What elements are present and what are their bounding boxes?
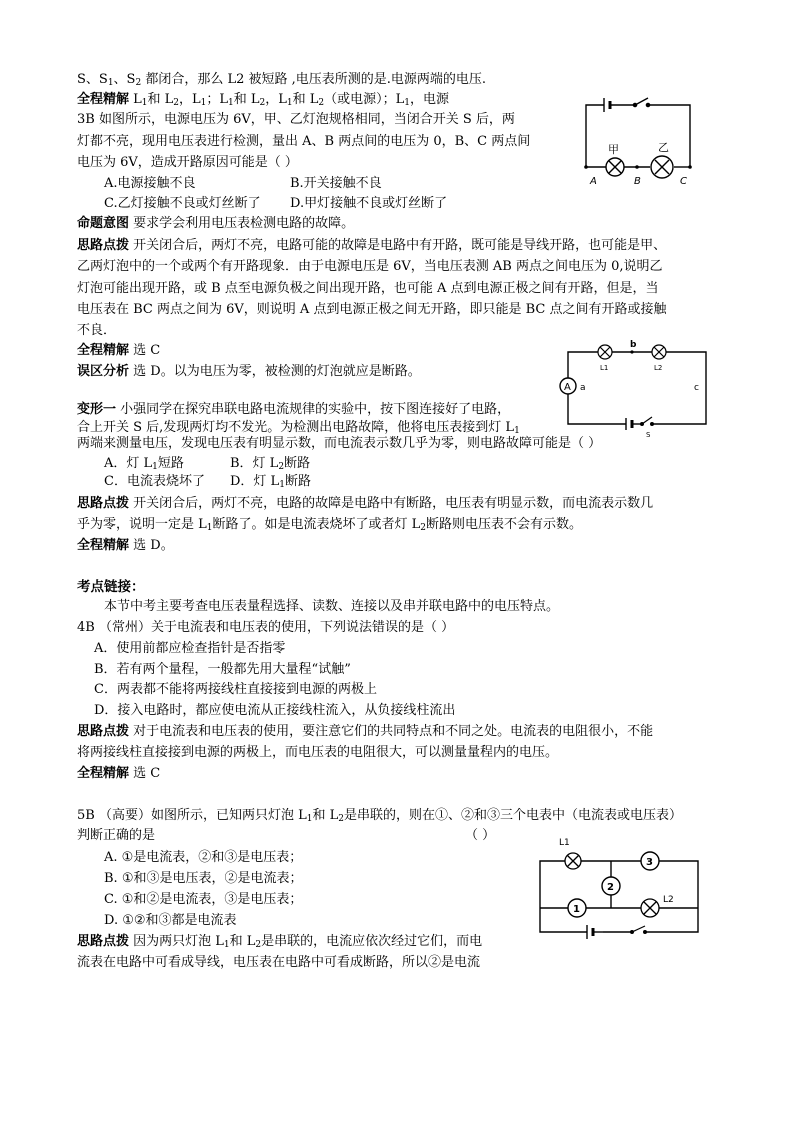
text-run: 和 L <box>229 934 256 949</box>
lamp-label: L2 <box>663 895 674 905</box>
subscript: 2 <box>338 814 344 824</box>
option <box>104 869 302 889</box>
text-run: 断路则电压表不会有示数。 <box>426 517 583 532</box>
ammeter-icon <box>560 378 576 394</box>
text-run: C. ①和②是电流表，③是电压表； <box>104 892 303 907</box>
option <box>230 472 311 492</box>
text-run: 和 L <box>233 92 260 107</box>
text-run: 和 L <box>312 808 339 823</box>
label-bold: 考点链接： <box>77 579 145 595</box>
section-heading <box>77 577 145 597</box>
text-run: D. ①②和③都是电流表 <box>104 913 237 928</box>
subscript: 1 <box>200 98 207 108</box>
text-run: 本节中考主要考查电压表量程选择、读数、连接以及串并联电路中的电压特点。 <box>104 599 560 614</box>
text-line <box>104 597 559 617</box>
label-bold: 思路点拨 <box>77 238 130 253</box>
text-run: 乙两灯泡中的一个或两个有开路现象．由于电源电压是 6V，当电压表测 AB 两点之间电压为 0,说明乙 <box>77 259 663 274</box>
text-line <box>77 536 174 556</box>
text-run: D．接入电路时，都应使电流从正接线柱流入，从负接线柱流出 <box>94 703 456 718</box>
lamp-icon <box>641 899 659 917</box>
subscript: 1 <box>404 98 411 108</box>
text-run: 是串联的，则在①、②和③三个电表中（电流表或电压表） <box>343 808 682 823</box>
text-line <box>77 953 480 973</box>
label-bold: 思路点拨 <box>77 496 130 511</box>
lamp-icon <box>651 156 673 178</box>
text-run: 选 C <box>129 343 161 358</box>
option <box>104 194 261 214</box>
battery-icon <box>587 925 603 939</box>
circuit-figure-2 <box>554 340 714 440</box>
text-run: 选 D。以为电压为零，被检测的灯泡就应是断路。 <box>129 364 421 379</box>
text-run: 选 D。 <box>129 538 174 553</box>
text-line <box>77 132 530 152</box>
point-label: C <box>680 176 687 187</box>
text-run: ，电源 <box>410 92 450 107</box>
text-run: 乎为零，说明一定是 L <box>77 517 207 532</box>
text-run: 不良． <box>77 323 117 338</box>
text-run: 电压表在 BC 两点之间为 6V，则说明 A 点到电源正极之间无开路，即只能是 BC 点之间有开路或接触 <box>77 302 667 317</box>
ammeter-label: A <box>564 382 571 393</box>
text-run: B．灯 L <box>230 456 279 471</box>
subscript: 1 <box>279 480 285 490</box>
text-run: B. ①和③是电压表，②是电流表； <box>104 871 303 886</box>
text-run: 短路 <box>157 456 184 471</box>
lamp-icon <box>652 345 666 359</box>
text-line <box>77 722 653 742</box>
subscript: 1 <box>152 462 158 472</box>
meter-label: 3 <box>646 857 653 868</box>
option <box>104 454 184 474</box>
lamp-label: 甲 <box>608 143 619 156</box>
text-run: S、S <box>77 72 108 87</box>
label-bold: 命题意图 <box>77 216 130 231</box>
text-run: 断路了。如是电流表烧坏了或者灯 L <box>212 517 421 532</box>
text-run: 3B 如图所示，电源电压为 6V，甲、乙灯泡规格相同，当闭合开关 S 后，两 <box>77 112 515 127</box>
text-line <box>77 494 653 514</box>
subscript: 1 <box>514 426 520 436</box>
label-bold: 思路点拨 <box>77 934 130 949</box>
subscript: 2 <box>135 78 142 88</box>
text-run: 判断正确的是 <box>77 828 156 843</box>
lamp-icon <box>606 158 624 176</box>
switch-icon <box>633 98 649 107</box>
lamp-icon <box>598 345 612 359</box>
subscript: 1 <box>306 814 313 824</box>
circuit-figure-3 <box>537 835 717 945</box>
text-run: A.电源接触不良 <box>104 176 196 191</box>
point-label: c <box>694 383 699 393</box>
text-run: 断路 <box>284 474 311 489</box>
text-run: 对于电流表和电压表的使用，要注意它们的共同特点和不同之处。电流表的电阻很小，不能 <box>129 724 654 739</box>
meter-icon <box>641 852 659 870</box>
option <box>104 848 302 868</box>
label-bold: 全程精解 <box>77 766 130 781</box>
label-bold: 变形一 <box>77 402 117 417</box>
text-line <box>77 70 486 90</box>
text-run: A．灯 L <box>104 456 153 471</box>
text-run: 电压为 6V，造成开路原因可能是（ ） <box>77 155 298 170</box>
circuit-figure-1 <box>578 95 700 187</box>
option <box>104 911 237 931</box>
switch-icon <box>631 926 647 933</box>
text-line <box>77 618 454 638</box>
text-run: C.乙灯接触不良或灯丝断了 <box>104 196 261 211</box>
text-run: 因为两只灯泡 L <box>129 934 224 949</box>
option <box>94 639 285 659</box>
subscript: 2 <box>318 98 325 108</box>
text-run: 4B （常州）关于电流表和电压表的使用，下列说法错误的是（ ） <box>77 620 455 635</box>
text-line <box>77 110 515 130</box>
label-bold: 思路点拨 <box>77 724 130 739</box>
text-run: B.开关接触不良 <box>290 176 382 191</box>
text-line <box>77 764 160 784</box>
text-line <box>77 300 666 320</box>
meter-icon <box>568 899 586 917</box>
text-line <box>77 362 421 382</box>
text-line <box>77 826 155 846</box>
label-bold: 全程精解 <box>77 343 130 358</box>
text-run: 小强同学在探究串联电路电流规律的实验中，按下图连接好了电路， <box>116 402 511 417</box>
switch-label: S <box>646 431 651 439</box>
answer-blank <box>465 826 495 846</box>
lamp-icon <box>565 853 581 869</box>
text-line <box>77 279 658 299</box>
battery-icon <box>604 98 610 112</box>
text-line <box>77 341 160 361</box>
text-run: 都闭合，那么 L2 被短路 ,电压表所测的是.电源两端的电压. <box>141 72 487 87</box>
text-line <box>77 257 663 277</box>
text-run: 是串联的，电流应依次经过它们，而电 <box>261 934 483 949</box>
lamp-label: L1 <box>600 364 609 372</box>
switch-icon <box>641 417 654 425</box>
text-line <box>77 90 449 110</box>
text-run: 5B （高要）如图所示，已知两只灯泡 L <box>77 808 307 823</box>
lamp-label: 乙 <box>658 141 669 154</box>
point-label: a <box>580 383 586 393</box>
text-line <box>77 515 582 535</box>
text-line <box>77 806 682 826</box>
text-line <box>77 321 116 341</box>
text-run: C．电流表烧坏了 <box>104 474 205 489</box>
subscript: 1 <box>223 940 230 950</box>
text-run: A. ①是电流表，②和③是电压表； <box>104 850 303 865</box>
subscript: 1 <box>107 78 114 88</box>
subscript: 2 <box>255 940 262 950</box>
text-run: 要求学会利用电压表检测电路的故障。 <box>129 216 355 231</box>
battery-icon <box>626 418 642 430</box>
text-run: 合上开关 S 后,发现两灯均不发光。为检测出电路故障，他将电压表接到灯 L <box>77 420 515 435</box>
label-bold: 全程精解 <box>77 538 130 553</box>
option <box>94 680 377 700</box>
text-run: 和 L <box>147 92 174 107</box>
text-run: ，L <box>265 92 287 107</box>
option <box>230 454 310 474</box>
text-run: C．两表都不能将两接线柱直接接到电源的两极上 <box>94 682 377 697</box>
text-run: 和 L <box>292 92 319 107</box>
option <box>104 890 302 910</box>
subscript: 1 <box>286 98 293 108</box>
text-run: 开关闭合后，两灯不亮，电路的故障是电路中有断路，电压表有明显示数，而电流表示数几 <box>129 496 654 511</box>
subscript: 1 <box>228 98 234 108</box>
text-run: 断路 <box>284 456 311 471</box>
text-run: B．若有两个量程，一般都先用大量程“试触” <box>94 662 351 677</box>
text-run: 、S <box>113 72 136 87</box>
subscript: 2 <box>173 98 180 108</box>
text-run: ；L <box>206 92 229 107</box>
text-run: （或电源）；L <box>324 92 405 107</box>
option <box>94 660 351 680</box>
text-line <box>77 434 601 454</box>
text-run: ，L <box>179 92 201 107</box>
text-line <box>77 932 482 952</box>
option <box>290 194 447 214</box>
lamp-label: L1 <box>559 838 570 848</box>
point-label: A <box>590 176 597 187</box>
text-run: 选 C <box>129 766 161 781</box>
text-line <box>77 236 666 256</box>
meter-label: 1 <box>573 904 580 915</box>
text-run: （ ） <box>465 828 496 843</box>
lamp-label: L2 <box>654 364 663 372</box>
text-run: 两端来测量电压，发现电压表有明显示数，而电流表示数几乎为零，则电路故障可能是（ ） <box>77 436 602 451</box>
point-label: B <box>634 176 641 187</box>
subscript: 2 <box>278 462 285 472</box>
subscript: 1 <box>141 98 148 108</box>
label-bold: 误区分析 <box>77 364 130 379</box>
meter-label: 2 <box>607 882 614 893</box>
text-run: 将两接线柱直接接到电源的两极上，而电压表的电阻很大，可以测量量程内的电压。 <box>77 745 559 760</box>
option <box>290 174 382 194</box>
option <box>94 701 455 721</box>
text-run: 灯都不亮，现用电压表进行检测，量出 A、B 两点间的电压为 0，B、C 两点间 <box>77 134 531 149</box>
point-label: b <box>630 340 637 350</box>
subscript: 1 <box>206 523 213 533</box>
text-run: 开关闭合后，两灯不亮，电路可能的故障是电路中有开路，既可能是导线开路，也可能是甲、 <box>129 238 667 253</box>
text-line <box>77 214 354 234</box>
text-run: 流表在电路中可看成导线，电压表在电路中可看成断路，所以②是电流 <box>77 955 481 970</box>
subscript: 2 <box>259 98 266 108</box>
text-run: D.甲灯接触不良或灯丝断了 <box>290 196 448 211</box>
text-line <box>77 153 298 173</box>
subscript: 2 <box>420 523 426 533</box>
text-run: 灯泡可能出现开路，或 B 点至电源负极之间出现开路，也可能 A 点到电源正极之间有开路，但是，当 <box>77 281 659 296</box>
meter-icon <box>602 877 620 895</box>
option <box>104 174 196 194</box>
text-line <box>77 743 558 763</box>
option <box>104 472 205 492</box>
text-run: D．灯 L <box>230 474 280 489</box>
label-bold: 全程精解 <box>77 92 130 107</box>
text-line <box>77 400 510 420</box>
text-run: L <box>129 92 142 107</box>
text-run: A．使用前都应检查指针是否指零 <box>94 641 286 656</box>
